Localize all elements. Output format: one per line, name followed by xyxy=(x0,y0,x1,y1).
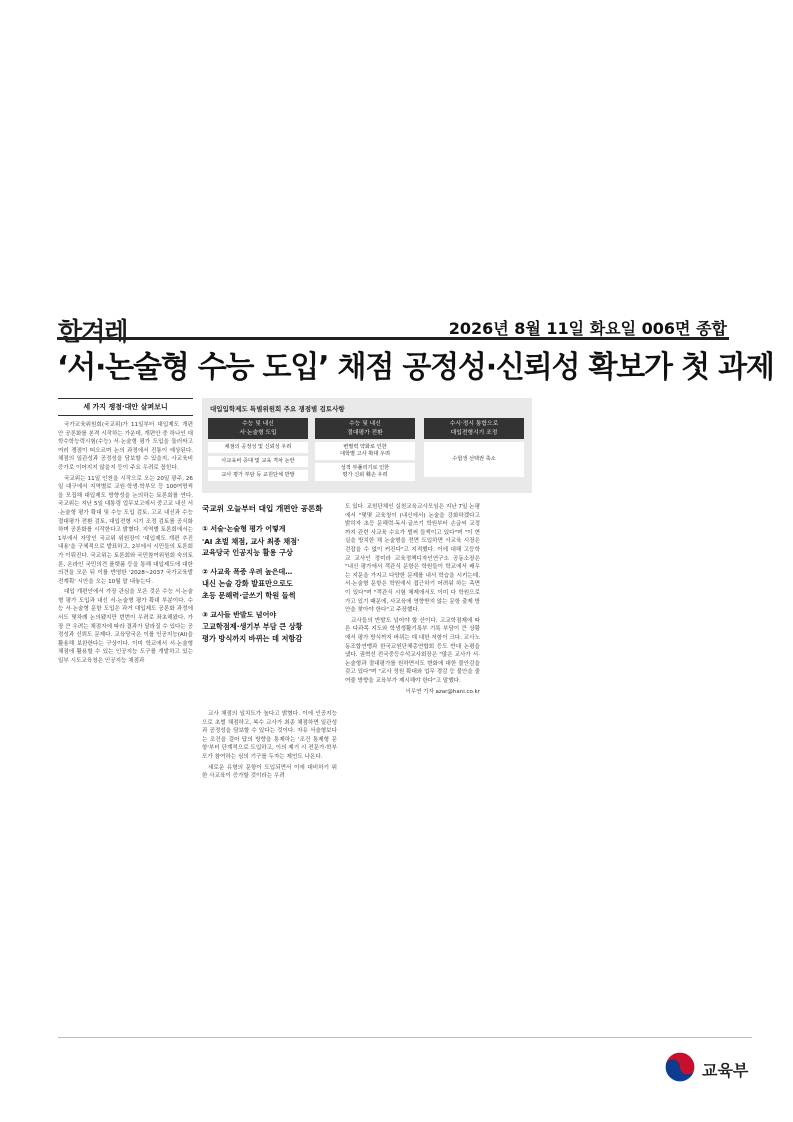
article-kicker: 국교위 오늘부터 대입 개편안 공론화 xyxy=(202,504,323,513)
info-box-item: 사교육비 증대 및 교육 격차 논란 xyxy=(208,456,308,467)
info-box-item: 성적 부풀리기로 인한 평가 신뢰 훼손 우려 xyxy=(315,463,415,481)
info-box-item: 수험생 선택권 축소 xyxy=(424,442,524,477)
info-box-title: 대입입학제도 특별위원회 주요 쟁점별 검토사항 xyxy=(210,405,345,413)
subhead-title: ② 사교육 폭증 우려 높은데… xyxy=(202,567,293,576)
info-box-column xyxy=(315,418,415,481)
info-box-item: 교사 평가 부담 등 교원단체 반발 xyxy=(208,470,308,481)
subhead-line: 'AI 초벌 채점, 교사 최종 채점' xyxy=(202,536,300,546)
subhead-line: 교육당국 인공지능 활용 구상 xyxy=(202,548,293,558)
subhead-line: 내신 논술 강화 발표만으로도 xyxy=(202,579,293,589)
left-column xyxy=(58,398,193,666)
subhead-title: ③ 교사들 반발도 넘어야 xyxy=(202,610,277,619)
info-box-column-head: 수능 및 내신 서·논술형 도입 xyxy=(208,418,308,439)
dateline: 2026년 8월 11일 화요일 006면 종합 xyxy=(448,319,727,338)
info-box xyxy=(202,398,532,493)
article-paragraph: 교사 채점의 일치도가 높다고 밝혔다. 이에 인공지능으로 초벌 채점하고, 복수 교사가 최종 채점하면 일관성과 공정성을 담보할 수 있다는 것이다. 자유 서술형보다는 조건을 걸어 답의 방향을 통제하는 '조건 통제형 문항'부터 단계적으로 도입하고, 이의 제기 시 전문가·학부모가 참여하는 심의 기구를 두자는 제언도 나온다. xyxy=(202,711,337,760)
subhead-block xyxy=(202,610,337,645)
info-box-column xyxy=(424,418,524,477)
footer-divider xyxy=(58,1037,752,1038)
subhead-block xyxy=(202,524,337,559)
right-column xyxy=(345,503,480,697)
ministry-logo-text: 교육부 xyxy=(702,1061,749,1080)
newspaper-masthead: 한겨레 xyxy=(58,317,128,346)
info-box-item: 변별력 약화로 인한 대학별 고사 확대 우려 xyxy=(315,442,415,460)
subhead-line: 고교학점제·생기부 부담 큰 상황 xyxy=(202,622,303,632)
section-title: 세 가지 쟁점·대안 살펴보니 xyxy=(58,398,193,416)
page-title: ‘서·논술형 수능 도입’ 채점 공정성·신뢰성 확보가 첫 과제 xyxy=(57,350,774,385)
middle-column xyxy=(202,503,337,654)
top-divider xyxy=(57,337,729,340)
article-paragraph: 교사들의 반발도 넘어야 할 산이다. 고교학점제에 따른 다과목 지도와 학생생활기록부 기록 부담이 큰 상황에서 평가 방식까지 바뀌는 데 대한 저항이 크다. 교사노동조합연맹과 한국교원단체총연합회 등도 반대 논평을 냈다. 권혁선 전국중등수석교사회장은 "많은 교사가 서·논술형과 절대평가를 원하면서도 변화에 대한 불안감을 갖고 있다"며 "교사 정원 확대와 업무 경감 등 불안을 줄여줄 방향을 교육부가 제시해야 한다"고 말했다. xyxy=(345,617,480,684)
article-paragraph: 대입 개편안에서 가장 관심을 모은 것은 수능 서·논술형 평가 도입과 내신 서·논술형 평가 확대 부분이다. 수능 서·논술형 문항 도입은 과거 대입제도 공론화 과정에서도 몇차례 논의됐지만 번번이 우려로 좌초해왔다. 가장 큰 우려는 채점자에 따라 결과가 달라질 수 있다는 공정성과 신뢰도 문제다. 교육당국은 이를 인공지능(AI)을 활용해 보완한다는 구상이다. 이미 학교에서 서·논술형 채점에 활용할 수 있는 인공지능 도구를 개발하고 있는 일부 시도교육청은 인공지능 채점과 xyxy=(58,589,193,665)
info-box-column xyxy=(208,418,308,481)
info-box-item: 채점의 공정성 및 신뢰성 우려 xyxy=(208,442,308,453)
article-paragraph: 새로운 유형의 문항이 도입되면서 이에 대비하기 위한 사교육이 증가할 것이라는 우려 xyxy=(202,764,337,780)
article-paragraph: 국교위는 11일 인천을 시작으로 오는 20일 광주, 26일 대구에서 지역별로 교원·학생·학부모 등 100여명씩을 모집해 대입제도 방향성을 논의하는 토론회를 연다. 국교위는 지난 5일 대통령 업무보고에서 중고교 내신 서·논술형 평가 확대 및 수능 도입 검토, 고교 내신과 수능 절대평가 전환 검토, 대입전형 시기 조정 검토를 공식화하며 공론화를 시작한다고 밝혔다. 지역별 토론회에서는 1부에서 자망인 국교위 위원장이 '대입제도 개편 추진 내용'을 구체적으로 발표하고, 2부에서 시민들의 토론회가 이뤄진다. 국교위는 토론회와 국민참여위원회 숙의토론, 온라인 국민의견 플랫폼 등을 통해 대입제도에 대한 의견을 모은 뒤 이를 반영한 '2028~2037 국가교육발전계획' 시안을 오는 10월 말 내놓는다. xyxy=(58,475,193,585)
article-paragraph: 국가교육위원회(국교위)가 11일부터 대입제도 개편안 공론화를 본격 시작하는 가운데, 개편안 중 하나인 대학수학능력시험(수능) 서·논술형 평가 도입을 둘러싸고 여러 쟁점이 떠오르며 논의 과정에서 진통이 예상된다. 채점의 일관성과 공정성을 담보할 수 있을지, 사교육비 증가로 이어지지 않을지 등이 주요 우려로 꼽힌다. xyxy=(58,422,193,471)
subhead-line: 평가 방식까지 바뀌는 데 저항감 xyxy=(202,633,303,643)
article-paragraph: 도 있다. 교원단체인 실천교육교사모임은 지난 7일 논평에서 "몇몇 교육청이 (내신에서) 논술을 강화하겠다고 밝히자 초등 문해력·독서·글쓰기 학원부터 손글씨 교정까지 관련 사교육 수요가 벌써 들썩이고 있다"며 "이 현실을 방치한 채 논술형을 전면 도입하면 사교육 시장은 걷잡을 수 없이 커진다"고 지적했다. 이에 대해 고등학교 교사인 정미라 교육정책디자인연구소 공동소장은 "내신 평가에서 객관식 문항은 학원들이 학교에서 배우는 지문을 가지고 다양한 문제를 내서 학습을 시키는데, 서·논술형 문항은 학원에서 접근하기 어려워 하는 측면이 있다"며 "객관식 시험 체제에서도 이미 다 학원으로 가고 있기 때문에, 사교육에 영향받지 않는 문항 출제 방안을 찾아야 한다"고 주장했다. xyxy=(345,504,480,614)
subhead-title: ① 서술·논술형 평가 어떻게 xyxy=(202,525,286,533)
middle-column-text xyxy=(202,710,337,781)
article-byline: 이우연 기자 azar@hani.co.kr xyxy=(405,689,480,696)
info-box-column-head: 수능 및 내신 절대평가 전환 xyxy=(315,418,415,439)
subhead-line: 초등 문해력·글쓰기 학원 들썩 xyxy=(202,590,296,600)
subhead-block xyxy=(202,567,337,602)
info-box-column-head: 수시·정시 통합으로 대입전형시기 조정 xyxy=(424,418,524,439)
taegeuk-emblem-icon xyxy=(663,1050,697,1084)
